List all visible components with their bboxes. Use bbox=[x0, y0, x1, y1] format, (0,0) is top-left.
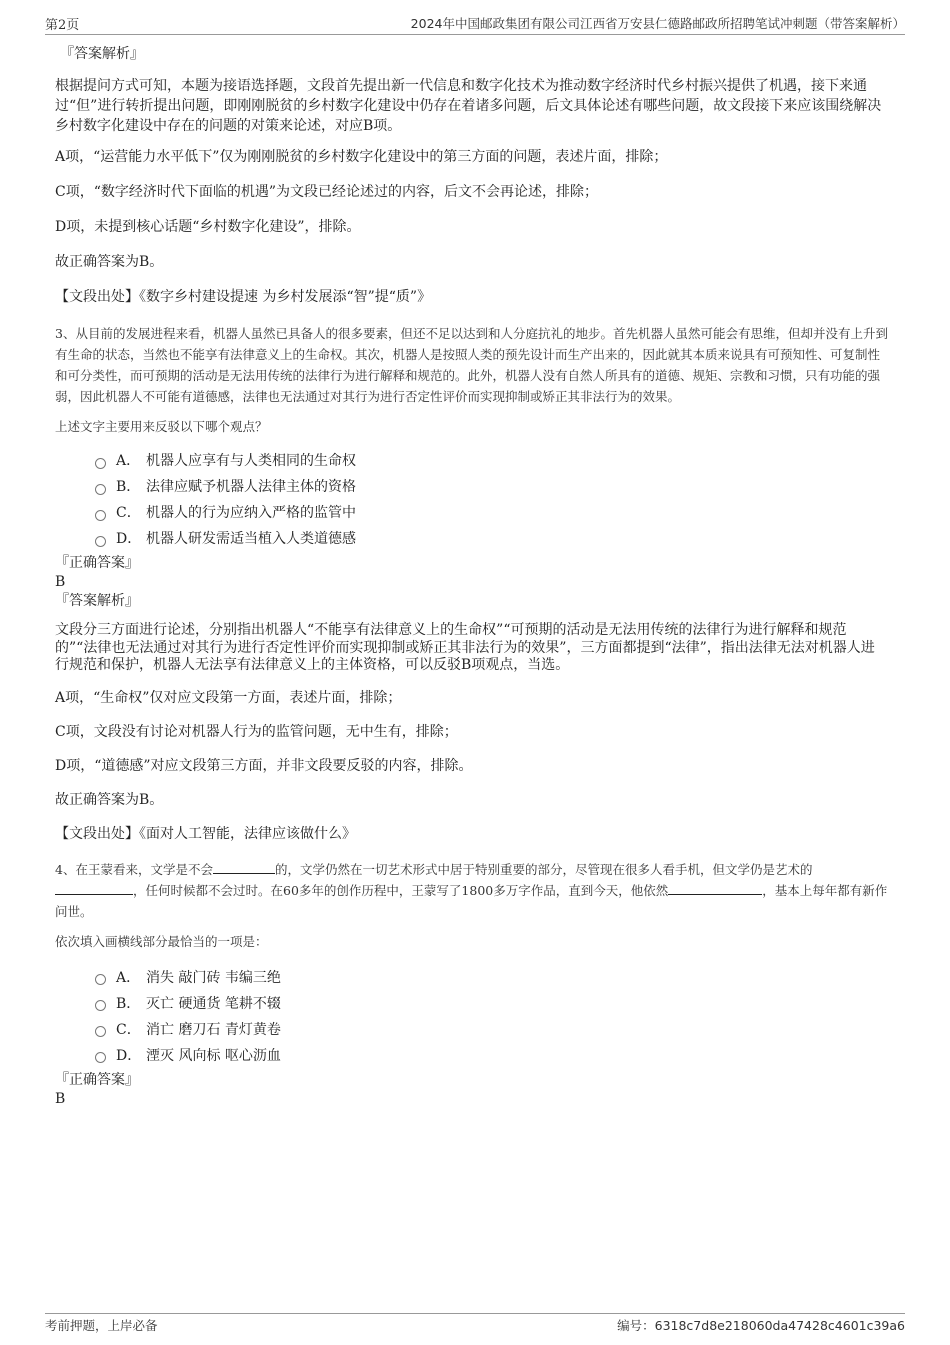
q3-conclusion: 故正确答案为B。 bbox=[55, 791, 164, 808]
q4-option-a[interactable]: A． 消失 敲门砖 韦编三绝 bbox=[55, 964, 888, 990]
document-code: 编号：6318c7d8e218060da47428c4601c39a6 bbox=[617, 1318, 905, 1333]
q2-option-a-analysis: A项，“运营能力水平低下”仅为刚刚脱贫的乡村数字化建设中的第三方面的问题，表述片面，排除； bbox=[55, 149, 668, 165]
main-content bbox=[55, 44, 888, 1108]
q3-prompt: 上述文字主要用来反驳以下哪个观点？ bbox=[55, 419, 268, 434]
fill-blank-3 bbox=[668, 880, 762, 895]
radio-icon[interactable] bbox=[95, 1052, 106, 1063]
q4-option-d[interactable]: D． 湮灭 风向标 呕心沥血 bbox=[55, 1042, 888, 1068]
q3-options bbox=[55, 447, 888, 551]
radio-icon[interactable] bbox=[95, 1000, 106, 1011]
radio-icon[interactable] bbox=[95, 536, 106, 547]
page-number: 第2页 bbox=[45, 18, 80, 33]
q3-option-b[interactable]: B． 法律应赋予机器人法律主体的资格 bbox=[55, 473, 888, 499]
footer-slogan: 考前押题，上岸必备 bbox=[45, 1318, 158, 1333]
q2-source: 【文段出处】《数字乡村建设提速 为乡村发展添“智”提“质”》 bbox=[55, 289, 432, 305]
q2-conclusion: 故正确答案为B。 bbox=[55, 254, 164, 270]
q4-answer-label: 『正确答案』 bbox=[55, 1071, 139, 1088]
q2-option-d-analysis: D项，未提到核心话题“乡村数字化建设”，排除。 bbox=[55, 219, 361, 235]
document-title: 2024年中国邮政集团有限公司江西省万安县仁德路邮政所招聘笔试冲刺题（带答案解析） bbox=[410, 16, 905, 31]
q2-option-c-analysis: C项，“数字经济时代下面临的机遇”为文段已经论述过的内容，后文不会再论述，排除； bbox=[55, 184, 599, 200]
page-header bbox=[45, 14, 905, 35]
q3-option-a-analysis: A项，“生命权”仅对应文段第一方面，表述片面，排除； bbox=[55, 689, 402, 706]
q4-answer: B bbox=[55, 1090, 66, 1107]
radio-icon[interactable] bbox=[95, 458, 106, 469]
q3-option-c-analysis: C项，文段没有讨论对机器人行为的监管问题，无中生有，排除； bbox=[55, 723, 458, 740]
radio-icon[interactable] bbox=[95, 484, 106, 495]
q4-options bbox=[55, 964, 888, 1068]
q4-stem: 4、在王蒙看来，文学是不会 的，文学仍然在一切艺术形式中居于特别重要的部分，尽管现在很多人看手机，但文学仍是艺术的 ，任何时候都不会过时。在60多年的创作历程中，王蒙写了1800多万字作品，直到今天，他依然 ，基本上每年都有新作问世。 bbox=[55, 859, 888, 922]
q3-analysis-label: 『答案解析』 bbox=[55, 593, 139, 609]
q4-option-c[interactable]: C． 消亡 磨刀石 青灯黄卷 bbox=[55, 1016, 888, 1042]
radio-icon[interactable] bbox=[95, 974, 106, 985]
q3-analysis-paragraph: 文段分三方面进行论述，分别指出机器人“不能享有法律意义上的生命权”“可预期的活动是无法用传统的法律行为进行解释和规范的”“法律也无法通过对其行为进行否定性评价而实现抑制或矫正其非法行为的效果”，三方面都提到“法律”，指出法律无法对机器人进行规范和保护，机器人无法享有法律意义上的主体资格，可以反驳B项观点，当选。 bbox=[55, 622, 875, 673]
q4-option-b[interactable]: B． 灭亡 硬通货 笔耕不辍 bbox=[55, 990, 888, 1016]
q3-stem: 3、从目前的发展进程来看，机器人虽然已具备人的很多要素，但还不足以达到和人分庭抗礼的地步。首先机器人虽然可能会有思维，但却并没有上升到有生命的状态，当然也不能享有法律意义上的生命权。其次，机器人是按照人类的预先设计而生产出来的，因此就其本质来说具有可预知性、可复制性和可分类性，而可预期的活动是无法用传统的法律行为进行解释和规范的。此外，机器人没有自然人所具有的道德、规矩、宗教和习惯，只有功能的强弱，因此机器人不可能有道德感，法律也无法通过对其行为进行否定性评价而实现抑制或矫正其非法行为的效果。 bbox=[55, 326, 888, 404]
fill-blank-1 bbox=[213, 859, 275, 874]
q3-answer-label: 『正确答案』 bbox=[55, 555, 139, 571]
q3-option-a[interactable]: A． 机器人应享有与人类相同的生命权 bbox=[55, 447, 888, 473]
q3-option-d-analysis: D项，“道德感”对应文段第三方面，并非文段要反驳的内容，排除。 bbox=[55, 757, 473, 774]
fill-blank-2 bbox=[55, 880, 133, 895]
q3-option-d[interactable]: D． 机器人研发需适当植入人类道德感 bbox=[55, 525, 888, 551]
page-footer bbox=[45, 1313, 905, 1334]
radio-icon[interactable] bbox=[95, 510, 106, 521]
q4-prompt: 依次填入画横线部分最恰当的一项是： bbox=[55, 933, 268, 949]
q3-option-c[interactable]: C． 机器人的行为应纳入严格的监管中 bbox=[55, 499, 888, 525]
q3-source: 【文段出处】《面对人工智能，法律应该做什么》 bbox=[55, 825, 356, 842]
q2-analysis-paragraph: 根据提问方式可知，本题为接语选择题，文段首先提出新一代信息和数字化技术为推动数字经济时代乡村振兴提供了机遇，接下来通过“但”进行转折提出问题，即刚刚脱贫的乡村数字化建设中仍存在着诸多问题，后文具体论述有哪些问题，故文段接下来应该围绕解决乡村数字化建设中存在的问题的对策来论述，对应B项。 bbox=[55, 78, 882, 134]
q3-answer: B bbox=[55, 574, 66, 590]
q2-analysis-label: 『答案解析』 bbox=[60, 46, 144, 62]
radio-icon[interactable] bbox=[95, 1026, 106, 1037]
